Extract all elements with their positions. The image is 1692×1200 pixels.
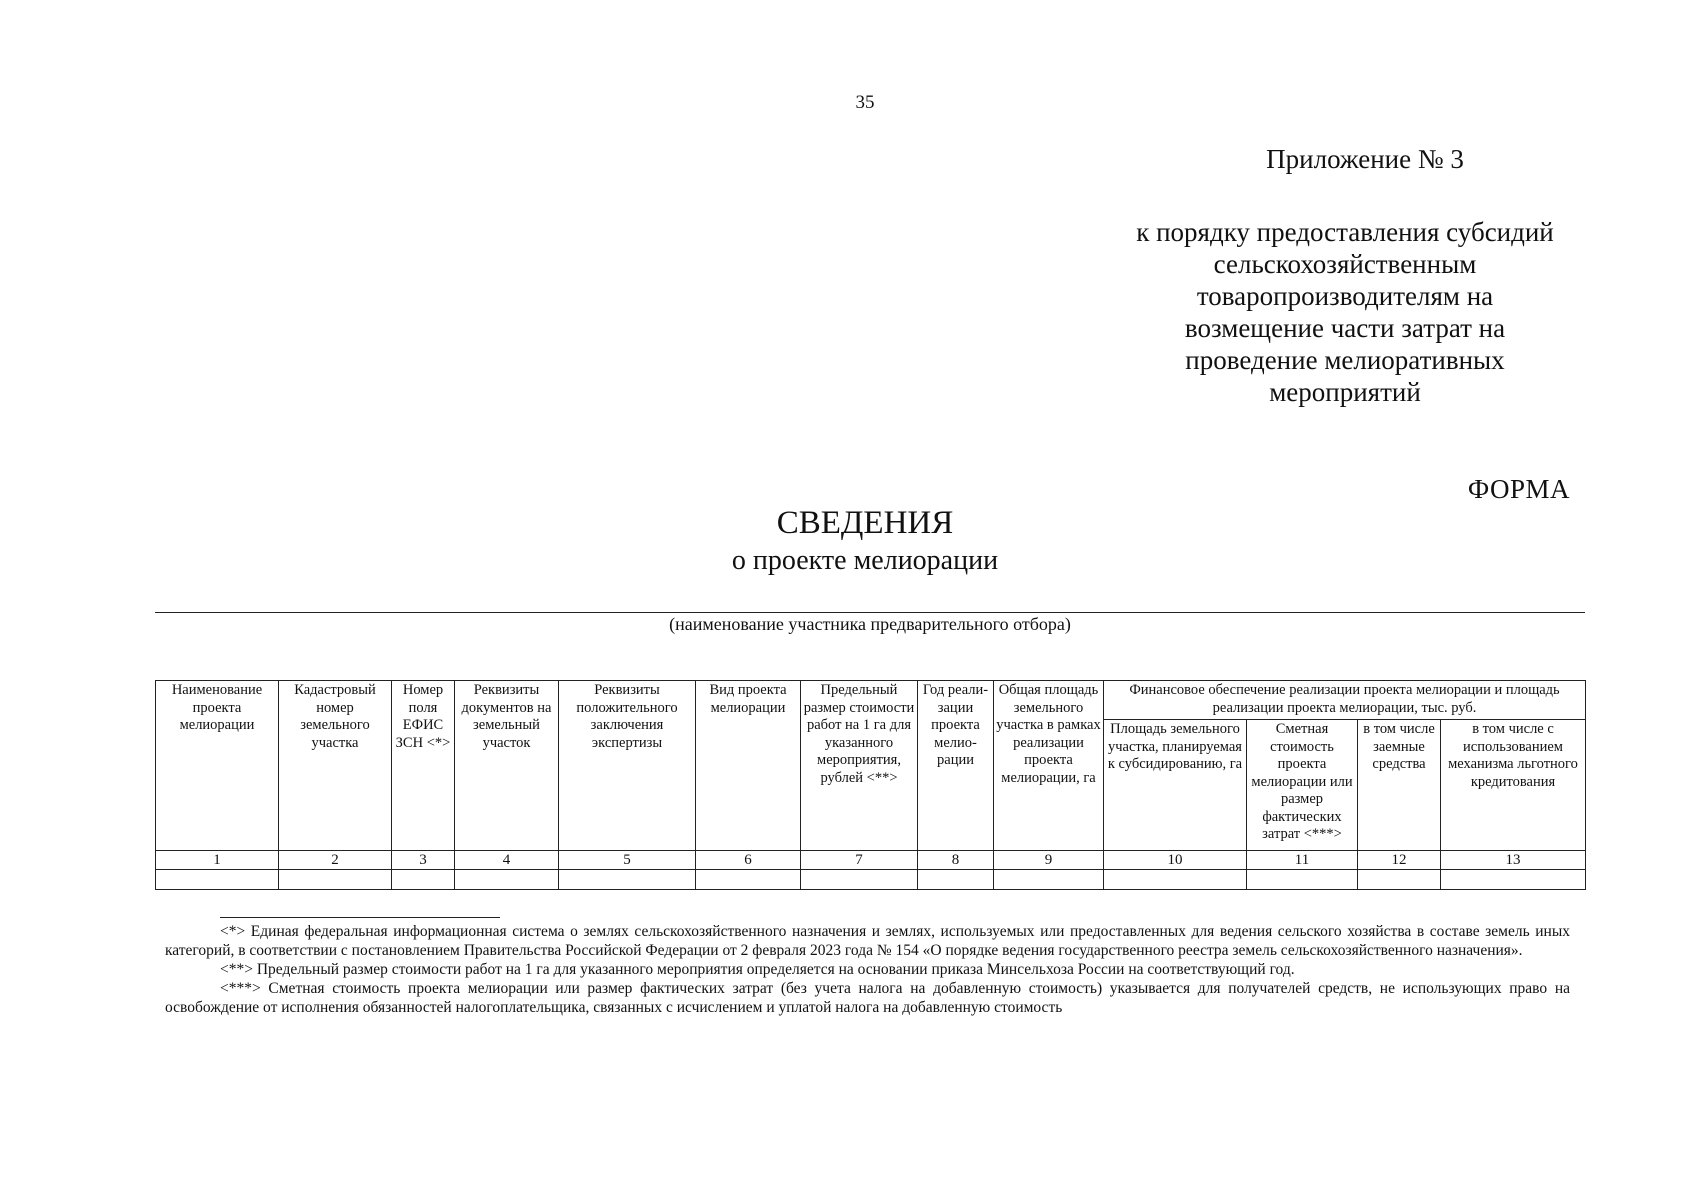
appendix-description-line: мероприятий bbox=[1269, 377, 1421, 407]
table-cell bbox=[696, 870, 801, 890]
appendix-description-line: сельскохозяйственным bbox=[1213, 249, 1477, 279]
column-number: 1 bbox=[156, 851, 279, 870]
participant-caption: (наименование участника предварительного отбора) bbox=[669, 614, 1071, 634]
table-cell bbox=[1104, 870, 1247, 890]
column-header: Площадь земельного участка, планируемая к субсидированию, га bbox=[1104, 720, 1247, 851]
table-cell bbox=[801, 870, 918, 890]
appendix-description-line: проведение мелиоративных bbox=[1185, 345, 1505, 375]
column-header: в том числе с использованием механизма льготного кредитования bbox=[1441, 720, 1586, 851]
column-header: Номер поля ЕФИС ЗСН <*> bbox=[392, 681, 455, 851]
footnote: <**> Предельный размер стоимости работ на 1 га для указанного мероприятия определяется на основании приказа Минсельхоза России на соответствующий год. bbox=[220, 961, 1295, 978]
footnote: <***> Сметная стоимость проекта мелиорации или размер фактических затрат (без учета налога на добавленную стоимость) указывается для получателей средств, не использующих право на освобождение от исполнения обязанностей налогоплательщика, связанных с исчислением и уплатой налога на добавленную стоимость bbox=[165, 980, 1570, 1016]
column-header: Наименование проекта мелиорации bbox=[156, 681, 279, 851]
column-number: 6 bbox=[696, 851, 801, 870]
table-cell bbox=[156, 870, 279, 890]
column-header: Год реали-зации проекта мелио-рации bbox=[918, 681, 994, 851]
column-header: Предельный размер стоимости работ на 1 га для указанного мероприятия, рублей <**> bbox=[801, 681, 918, 851]
appendix-description-line: возмещение части затрат на bbox=[1184, 313, 1506, 343]
table-row bbox=[156, 870, 1586, 890]
table-cell bbox=[392, 870, 455, 890]
table-cell bbox=[1358, 870, 1441, 890]
form-label: ФОРМА bbox=[1467, 474, 1570, 504]
column-number: 5 bbox=[559, 851, 696, 870]
column-header: Кадастровый номер земельного участка bbox=[279, 681, 392, 851]
column-header: Реквизиты положительного заключения экспертизы bbox=[559, 681, 696, 851]
column-header: Вид проекта мелиорации bbox=[696, 681, 801, 851]
column-header: Реквизиты документов на земельный участок bbox=[455, 681, 559, 851]
column-number: 10 bbox=[1104, 851, 1247, 870]
column-header: Сметная стоимость проекта мелиорации или размер фактических затрат <***> bbox=[1247, 720, 1358, 851]
document-subtitle: о проекте мелиорации bbox=[731, 545, 999, 576]
appendix-description bbox=[1120, 216, 1570, 408]
footnotes bbox=[165, 922, 1570, 1017]
table-header-row bbox=[156, 681, 1586, 720]
project-info-table bbox=[155, 680, 1586, 890]
page-number: 35 bbox=[855, 92, 875, 113]
column-number: 3 bbox=[392, 851, 455, 870]
appendix-description-line: товаропроизводителям на bbox=[1196, 281, 1494, 311]
appendix-title: Приложение № 3 bbox=[1266, 144, 1464, 174]
group-column-header: Финансовое обеспечение реализации проекта мелиорации и площадь реализации проекта мелиорации, тыс. руб. bbox=[1104, 681, 1586, 720]
column-number: 12 bbox=[1358, 851, 1441, 870]
table-cell bbox=[559, 870, 696, 890]
table-cell bbox=[918, 870, 994, 890]
participant-name-line bbox=[155, 612, 1585, 613]
column-number: 8 bbox=[918, 851, 994, 870]
document-title: СВЕДЕНИЯ bbox=[776, 505, 954, 541]
column-number: 11 bbox=[1247, 851, 1358, 870]
column-header: в том числе заемные средства bbox=[1358, 720, 1441, 851]
table-cell bbox=[455, 870, 559, 890]
column-number: 13 bbox=[1441, 851, 1586, 870]
footnote: <*> Единая федеральная информационная система о землях сельскохозяйственного назначения и землях, используемых или предоставленных для ведения сельского хозяйства в составе земель иных категорий, в соответствии с постановлением Правительства Российской Федерации от 2 февраля 2023 года № 154 «О порядке ведения государственного реестра земель сельскохозяйственного назначения». bbox=[165, 923, 1570, 959]
table-cell bbox=[279, 870, 392, 890]
table-cell bbox=[1441, 870, 1586, 890]
appendix-description-line: к порядку предоставления субсидий bbox=[1136, 217, 1554, 247]
column-number: 9 bbox=[994, 851, 1104, 870]
column-number-row bbox=[156, 851, 1586, 870]
column-number: 4 bbox=[455, 851, 559, 870]
table-cell bbox=[994, 870, 1104, 890]
column-number: 7 bbox=[801, 851, 918, 870]
column-header: Общая площадь земельного участка в рамках реализации проекта мелиорации, га bbox=[994, 681, 1104, 851]
column-number: 2 bbox=[279, 851, 392, 870]
table-cell bbox=[1247, 870, 1358, 890]
footnote-divider bbox=[220, 917, 500, 918]
